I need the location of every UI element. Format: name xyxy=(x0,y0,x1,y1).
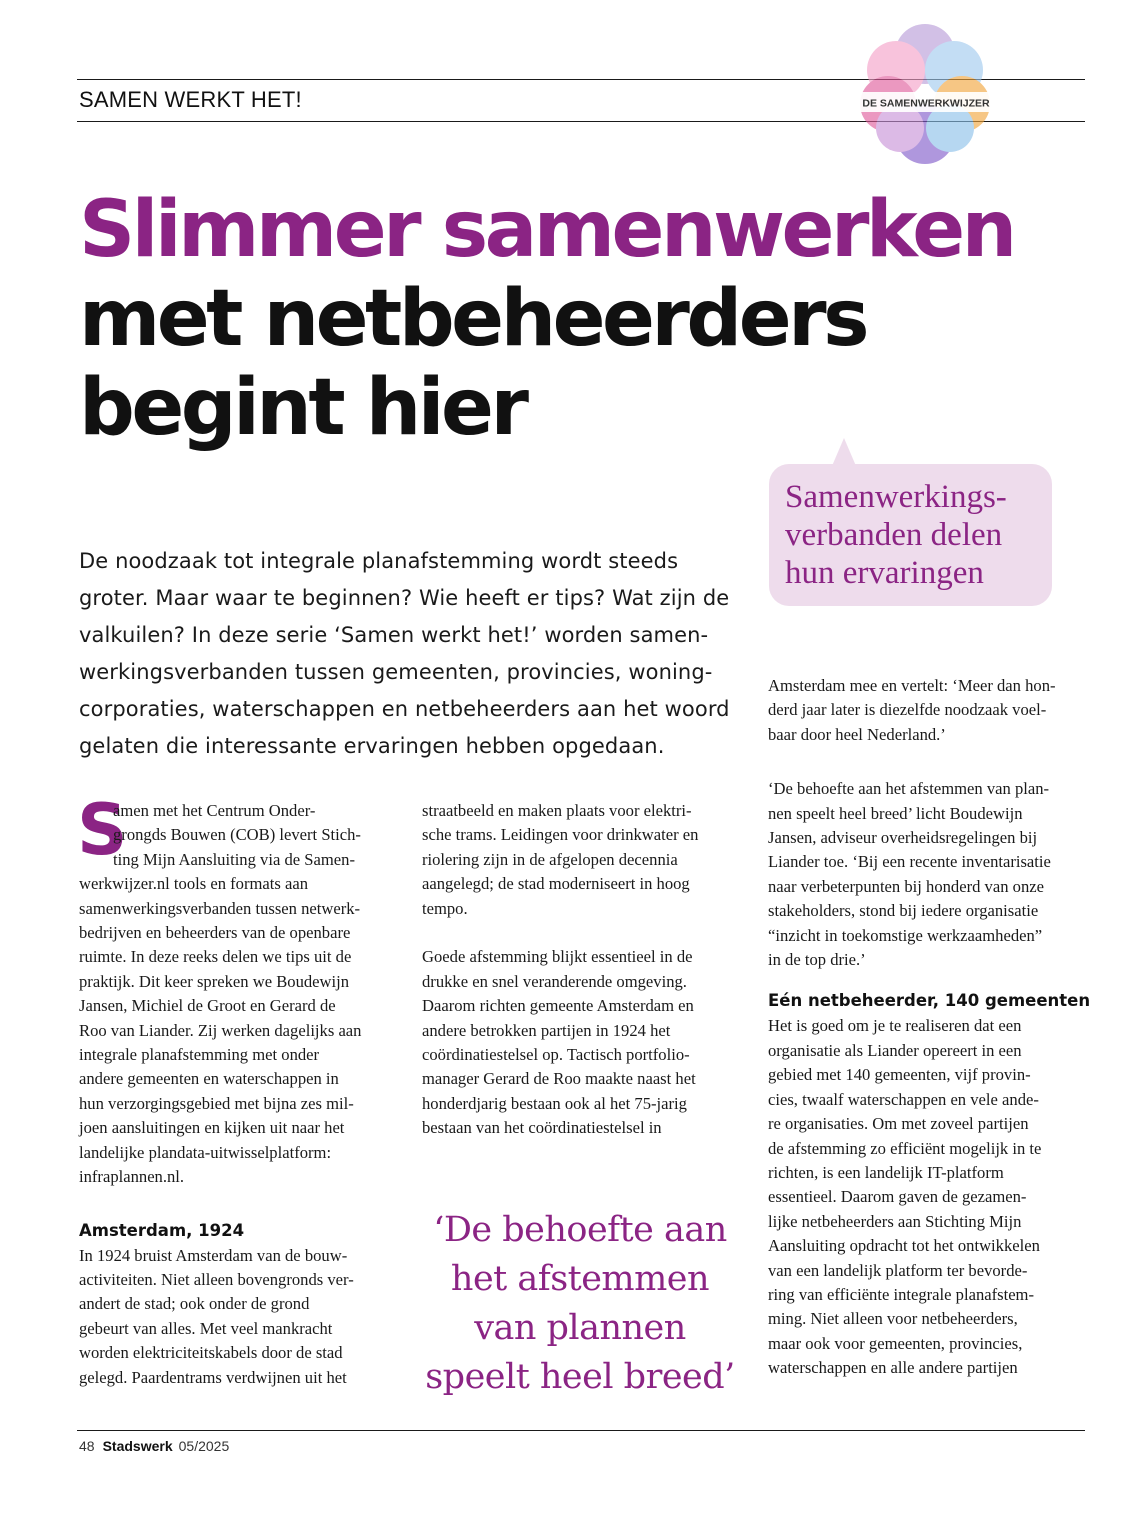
intro-line: De noodzaak tot integrale planafstemming wordt steeds xyxy=(79,549,679,573)
body-column-1 xyxy=(79,799,409,1390)
body-line: sche trams. Leidingen voor drinkwater en xyxy=(422,825,699,845)
body-line: bedrijven en beheerders van de openbare xyxy=(79,923,351,943)
body-line: van een landelijk platform ter bevorde- xyxy=(768,1260,1028,1280)
body-line: riolering zijn in de afgelopen decennia xyxy=(422,849,678,869)
body-line: derd jaar later is diezelfde noodzaak voel- xyxy=(768,700,1047,720)
body-line: integrale planafstemming met onder xyxy=(79,1045,320,1065)
body-line: straatbeeld en maken plaats voor elektri- xyxy=(422,801,692,820)
body-line: grongds Bouwen (COB) levert Stich- xyxy=(113,825,361,845)
speech-bubble xyxy=(769,464,1052,606)
speech-bubble-tail xyxy=(832,438,856,466)
intro-line: valkuilen? In deze serie ‘Samen werkt het!’ worden samen- xyxy=(79,623,709,647)
body-line: waterschappen en alle andere partijen xyxy=(768,1358,1018,1378)
body-line: praktijk. Dit keer spreken we Boudewijn xyxy=(79,971,350,991)
body-line: Aansluiting opdracht tot het ontwikkelen xyxy=(768,1236,1040,1256)
paragraph-gap xyxy=(768,972,1098,988)
body-line: ming. Niet alleen voor netbeheerders, xyxy=(768,1309,1018,1329)
body-line: ‘De behoefte aan het afstemmen van plan- xyxy=(768,779,1050,799)
body-line: naar verbeterpunten bij honderd van onze xyxy=(768,876,1044,896)
body-line: Jansen, Michiel de Groot en Gerard de xyxy=(79,996,336,1016)
section-label: SAMEN WERKT HET! xyxy=(79,87,302,112)
bubble-line: verbanden delen xyxy=(785,517,1003,553)
body-line: “inzicht in toekomstige werkzaamheden” xyxy=(768,925,1043,945)
body-line: cies, twaalf waterschappen en vele ande- xyxy=(768,1089,1039,1109)
intro-line: gelaten die interessante ervaringen hebben opgedaan. xyxy=(79,734,665,758)
body-line: Amsterdam mee en vertelt: ‘Meer dan hon- xyxy=(768,676,1056,695)
body-line: gebied met 140 gemeenten, vijf provin- xyxy=(768,1065,1031,1085)
headline xyxy=(79,186,1014,453)
body-column-2 xyxy=(422,799,752,1141)
paragraph-gap xyxy=(422,921,752,945)
body-line: infraplannen.nl. xyxy=(79,1167,185,1187)
samenwerkwijzer-logo xyxy=(838,22,1012,172)
body-line: Liander toe. ‘Bij een recente inventarisatie xyxy=(768,852,1051,872)
intro-paragraph xyxy=(79,543,749,765)
page-footer xyxy=(79,1438,229,1454)
body-line: joen aansluitingen en kijken uit naar het xyxy=(79,1118,345,1138)
body-line: maar ook voor gemeenten, provincies, xyxy=(768,1333,1023,1353)
body-line: In 1924 bruist Amsterdam van de bouw- xyxy=(79,1245,348,1265)
intro-line: corporaties, waterschappen en netbeheerders aan het woord xyxy=(79,697,730,721)
body-line: drukke en snel veranderende omgeving. xyxy=(422,971,687,991)
body-line: honderdjarig bestaan ook al het 75-jarig xyxy=(422,1093,687,1113)
body-line: andert de stad; ook onder de grond xyxy=(79,1294,310,1314)
body-line: lijke netbeheerders aan Stichting Mijn xyxy=(768,1211,1022,1231)
magazine-name: Stadswerk xyxy=(102,1438,173,1454)
body-line: coördinatiestelsel op. Tactisch portfolio- xyxy=(422,1045,690,1065)
body-line: stakeholders, stond bij iedere organisatie xyxy=(768,901,1039,921)
body-line: richten, is een landelijk IT-platform xyxy=(768,1162,1004,1182)
headline-line-1: Slimmer samenwerken xyxy=(79,185,1014,275)
subheading-amsterdam-1924: Amsterdam, 1924 xyxy=(79,1220,245,1240)
intro-line: groter. Maar waar te beginnen? Wie heeft er tips? Wat zijn de xyxy=(79,586,730,610)
body-line: gebeurt van alles. Met veel mankracht xyxy=(79,1318,333,1338)
bubble-line: hun ervaringen xyxy=(785,555,984,591)
footer-rule xyxy=(77,1430,1085,1431)
body-line: ting Mijn Aansluiting via de Samen- xyxy=(113,849,355,869)
body-line: ring van efficiënte integrale planafstem- xyxy=(768,1284,1034,1304)
body-line: activiteiten. Niet alleen bovengronds ver- xyxy=(79,1269,354,1289)
body-line: Roo van Liander. Zij werken dagelijks aan xyxy=(79,1020,362,1040)
body-line: manager Gerard de Roo maakte naast het xyxy=(422,1069,696,1089)
body-line: samenwerkingsverbanden tussen netwerk- xyxy=(79,898,361,918)
bubble-text xyxy=(785,478,1052,592)
bubble-line: Samenwerkings- xyxy=(785,479,1007,515)
body-column-3 xyxy=(768,674,1098,1381)
body-line: tempo. xyxy=(422,898,468,918)
headline-line-3: begint hier xyxy=(79,363,526,453)
body-line: in de top drie.’ xyxy=(768,950,866,970)
body-line: amen met het Centrum Onder- xyxy=(113,801,316,820)
pull-quote-line: het afstemmen xyxy=(450,1259,710,1299)
paragraph-gap xyxy=(79,1190,409,1218)
pull-quote-line: speelt heel breed’ xyxy=(425,1357,735,1397)
body-line: Goede afstemming blijkt essentieel in de xyxy=(422,947,693,967)
body-line: bestaan van het coördinatiestelsel in xyxy=(422,1118,662,1138)
page-number: 48 xyxy=(79,1438,95,1454)
body-line: andere betrokken partijen in 1924 het xyxy=(422,1020,671,1040)
body-line: landelijke plandata-uitwisselplatform: xyxy=(79,1142,332,1162)
headline-line-2: met netbeheerders xyxy=(79,274,866,364)
issue-number: 05/2025 xyxy=(178,1438,230,1454)
body-line: ruimte. In deze reeks delen we tips uit de xyxy=(79,947,352,967)
body-line: de afstemming zo efficiënt mogelijk in te xyxy=(768,1138,1042,1158)
body-line: worden elektriciteitskabels door de stad xyxy=(79,1343,343,1363)
body-line: organisatie als Liander opereert in een xyxy=(768,1040,1022,1060)
pull-quote-line: van plannen xyxy=(474,1308,686,1348)
body-line: baar door heel Nederland.’ xyxy=(768,724,946,744)
body-line: nen speelt heel breed’ licht Boudewijn xyxy=(768,803,1023,823)
body-line: aangelegd; de stad moderniseert in hoog xyxy=(422,874,690,894)
body-line: Daarom richten gemeente Amsterdam en xyxy=(422,996,694,1016)
body-line: werkwijzer.nl tools en formats aan xyxy=(79,874,309,894)
body-line: Jansen, adviseur overheidsregelingen bij xyxy=(768,828,1038,848)
body-line: hun verzorgingsgebied met bijna zes mil- xyxy=(79,1093,354,1113)
body-line: re organisaties. Om met zoveel partijen xyxy=(768,1114,1029,1134)
body-line: gelegd. Paardentrams verdwijnen uit het xyxy=(79,1367,347,1387)
body-line: essentieel. Daarom gaven de gezamen- xyxy=(768,1187,1027,1207)
paragraph-gap xyxy=(768,747,1098,777)
subheading-netbeheerder: Eén netbeheerder, 140 gemeenten xyxy=(768,991,1091,1011)
intro-line: werkingsverbanden tussen gemeenten, provincies, woning- xyxy=(79,660,713,684)
logo-text: DE SAMENWERKWIJZER xyxy=(862,97,990,110)
drop-cap: S xyxy=(77,789,128,871)
pull-quote-line: ‘De behoefte aan xyxy=(433,1210,727,1250)
body-line: Het is goed om je te realiseren dat een xyxy=(768,1016,1022,1036)
pull-quote xyxy=(405,1206,755,1402)
body-line: andere gemeenten en waterschappen in xyxy=(79,1069,339,1089)
